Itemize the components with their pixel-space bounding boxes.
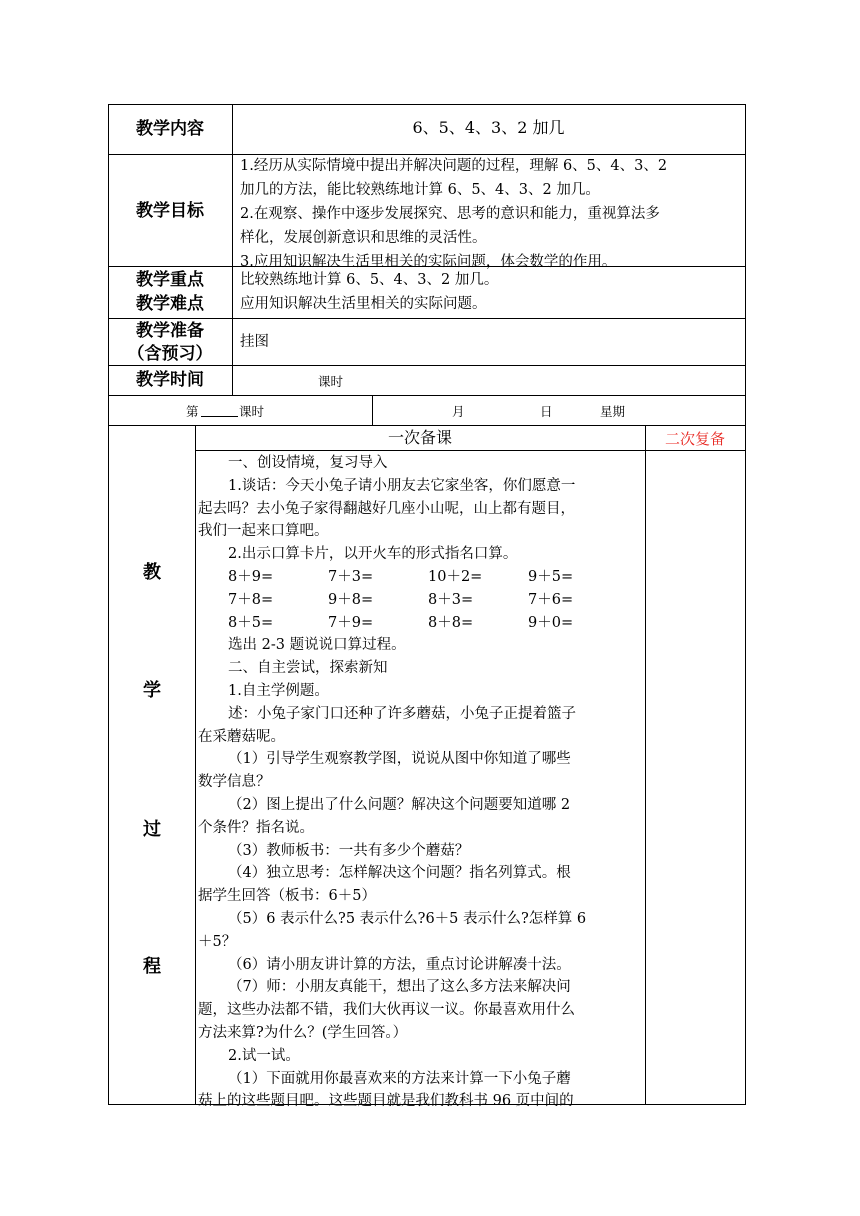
key-value: 比较熟练地计算 6、5、4、3、2 加几。	[240, 272, 499, 288]
first-prep-heading: 一次备课	[387, 428, 452, 447]
day-label: 日	[540, 404, 553, 419]
goal-line: 样化，发展创新意识和思维的灵活性。	[240, 230, 487, 246]
goal-line: 2.在观察、操作中逐步发展探究、思考的意识和能力，重视算法多	[240, 206, 660, 222]
calc-item: 7＋6=	[528, 591, 574, 608]
side-char: 过	[143, 819, 161, 840]
side-char: 程	[143, 956, 161, 977]
weekday-label: 星期	[600, 404, 626, 419]
lesson-prefix: 第	[186, 404, 199, 419]
process-line: ＋5？	[198, 933, 237, 950]
month-label: 月	[452, 404, 465, 419]
goals-list	[240, 154, 667, 274]
side-char: 学	[143, 680, 161, 701]
prep-label-sub: （含预习）	[127, 344, 213, 364]
content-value: 6、5、4、3、2 加几	[412, 118, 565, 137]
calc-item: 7＋8=	[228, 591, 274, 608]
lesson-blank-underline	[201, 416, 238, 417]
calc-item: 8＋5=	[228, 614, 274, 631]
goal-line: 1.经历从实际情境中提出并解决问题的过程，理解 6、5、4、3、2	[240, 158, 668, 174]
calc-item: 8＋8=	[428, 614, 474, 631]
process-line: 2.出示口算卡片，以开火车的形式指名口算。	[228, 546, 518, 563]
lesson-suffix: 课时	[239, 404, 265, 419]
calc-item: 8＋3=	[428, 591, 474, 608]
calc-item: 7＋9=	[328, 614, 374, 631]
lesson-process-text	[198, 452, 643, 1113]
process-line: 1.自主学例题。	[228, 682, 329, 699]
process-line: 2.试一试。	[228, 1047, 300, 1064]
process-line: 数学信息？	[198, 774, 271, 791]
process-line: 一、创设情境，复习导入	[228, 455, 388, 471]
difficulty-label: 教学难点	[136, 294, 204, 314]
process-line: 题，这些办法都不错，我们大伙再议一议。你最喜欢用什么	[198, 1002, 575, 1019]
calc-item: 9＋0=	[528, 614, 574, 631]
process-line: 述：小兔子家门口还种了许多蘑菇，小兔子正提着篮子	[228, 705, 576, 722]
prep-value: 挂图	[240, 334, 269, 350]
calc-item: 7＋3=	[328, 568, 374, 585]
calc-item: 10＋2=	[428, 568, 483, 585]
process-line: 个条件？指名说。	[198, 819, 314, 836]
process-line: （2）图上提出了什么问题？解决这个问题要知道哪 2	[228, 796, 571, 813]
process-line: 起去吗？去小兔子家得翻越好几座小山呢，山上都有题目，	[198, 500, 575, 517]
calc-row	[198, 566, 643, 589]
calc-item: 9＋8=	[328, 591, 374, 608]
process-line: 据学生回答（板书：6＋5）	[198, 888, 376, 905]
calc-item: 8＋9=	[228, 568, 274, 585]
time-value: 课时	[318, 374, 344, 389]
process-line: 1.谈话：今天小兔子请小朋友去它家坐客，你们愿意一	[228, 477, 576, 494]
calc-row	[198, 589, 643, 612]
process-line: 菇上的这些题目吧。这些题目就是我们教科书 96 页中间的	[198, 1093, 574, 1110]
process-line: （4）独立思考：怎样解决这个问题？指名列算式。根	[228, 865, 571, 882]
calc-row	[198, 612, 643, 635]
process-line: 在采蘑菇呢。	[198, 728, 285, 745]
process-line: （1）引导学生观察教学图，说说从图中你知道了哪些	[228, 751, 571, 768]
goals-label: 教学目标	[136, 201, 204, 221]
goal-line: 加几的方法，能比较熟练地计算 6、5、4、3、2 加几。	[240, 182, 600, 198]
process-line: 方法来算?为什么？(学生回答。）	[198, 1024, 408, 1041]
content-label: 教学内容	[136, 119, 204, 139]
process-line: （1）下面就用你最喜欢来的方法来计算一下小兔子蘑	[228, 1070, 571, 1087]
process-line: 二、自主尝试，探索新知	[228, 660, 388, 677]
process-line: 我们一起来口算吧。	[198, 523, 329, 540]
process-line: （3）教师板书：一共有多少个蘑菇？	[228, 842, 470, 859]
process-line: 选出 2-3 题说说口算过程。	[228, 637, 406, 654]
calc-item: 9＋5=	[528, 568, 574, 585]
process-line: （7）师：小朋友真能干，想出了这么多方法来解决问	[228, 979, 571, 996]
process-line: （5）6 表示什么?5 表示什么?6＋5 表示什么?怎样算 6	[228, 910, 587, 927]
goal-line: 3.应用知识解决生活里相关的实际问题，体会数学的作用。	[240, 254, 617, 270]
side-char: 教	[143, 562, 161, 583]
second-prep-heading: 二次复备	[664, 430, 725, 448]
prep-label: 教学准备	[136, 321, 204, 341]
process-line: （6）请小朋友讲计算的方法，重点讨论讲解凑十法。	[228, 956, 571, 973]
key-label: 教学重点	[136, 270, 204, 290]
time-label: 教学时间	[136, 370, 204, 390]
difficulty-value: 应用知识解决生活里相关的实际问题。	[240, 296, 487, 312]
